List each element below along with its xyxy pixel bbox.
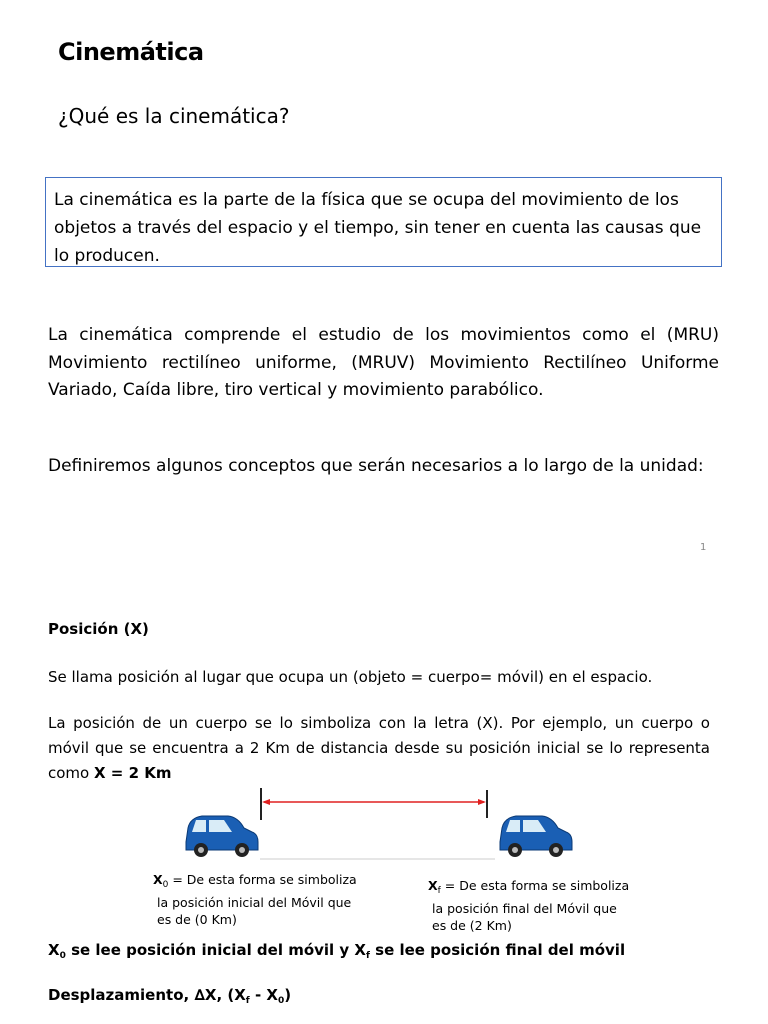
page-number: 1: [700, 542, 707, 553]
caption-initial-rest: la posición inicial del Móvil que es de (0 Km): [157, 895, 352, 927]
displacement-minus: - X: [249, 986, 278, 1004]
arrow-head-right: [478, 799, 486, 805]
caption-initial-text: = De esta forma se simboliza: [168, 872, 357, 887]
caption-final: [428, 877, 638, 934]
displacement-label: Desplazamiento,: [48, 986, 195, 1004]
reading-mid: se lee posición inicial del móvil y X: [65, 941, 366, 959]
caption-initial-sub: 0: [162, 880, 169, 890]
displacement-sub-0: 0: [277, 996, 285, 1006]
caption-final-symbol: X: [428, 878, 438, 893]
displacement-sub-f: f: [245, 996, 250, 1006]
reading-x0-sub: 0: [59, 951, 66, 961]
position-definition: Se llama posición al lugar que ocupa un (objeto = cuerpo= móvil) en el espacio.: [48, 668, 653, 686]
intro-paragraph: La cinemática comprende el estudio de los movimientos como el (MRU) Movimiento rectilíneo uniforme, (MRUV) Movimiento Rectilíneo Uniforme Variado, Caída libre, tiro vertical y movimiento parabólico.: [48, 325, 719, 400]
position-example-bold: X = 2 Km: [94, 764, 172, 782]
concepts-paragraph: Definiremos algunos conceptos que serán necesarios a lo largo de la unidad:: [48, 456, 704, 476]
reading-x0: X: [48, 941, 60, 959]
position-example-text: La posición de un cuerpo se lo simboliza con la letra (X). Por ejemplo, un cuerpo o móvil que se encuentra a 2 Km de distancia desde su posición inicial se lo representa como: [48, 714, 710, 782]
caption-initial: [153, 871, 373, 928]
car-initial-icon: [186, 816, 258, 857]
definition-box: La cinemática es la parte de la física que se ocupa del movimiento de los objetos a través del espacio y el tiempo, sin tener en cuenta las causas que lo producen.: [45, 177, 722, 267]
displacement-delta: ∆X, (X: [194, 986, 246, 1004]
reading-end: se lee posición final del móvil: [369, 941, 626, 959]
position-example: [48, 711, 710, 786]
car-final-icon: [500, 816, 572, 857]
page-title: Cinemática: [58, 38, 204, 66]
arrow-head-left: [262, 799, 270, 805]
caption-final-sub: f: [437, 886, 441, 896]
caption-final-rest: la posición final del Móvil que es de (2 Km): [432, 901, 617, 933]
reading-xf-sub: f: [366, 951, 370, 961]
reading-line: [48, 941, 625, 961]
caption-initial-symbol: X: [153, 872, 163, 887]
displacement-heading: [48, 986, 291, 1006]
section-question: ¿Qué es la cinemática?: [58, 104, 290, 128]
caption-final-text: = De esta forma se simboliza: [440, 878, 630, 893]
position-heading: Posición (X): [48, 620, 149, 638]
displacement-close: ): [284, 986, 292, 1004]
